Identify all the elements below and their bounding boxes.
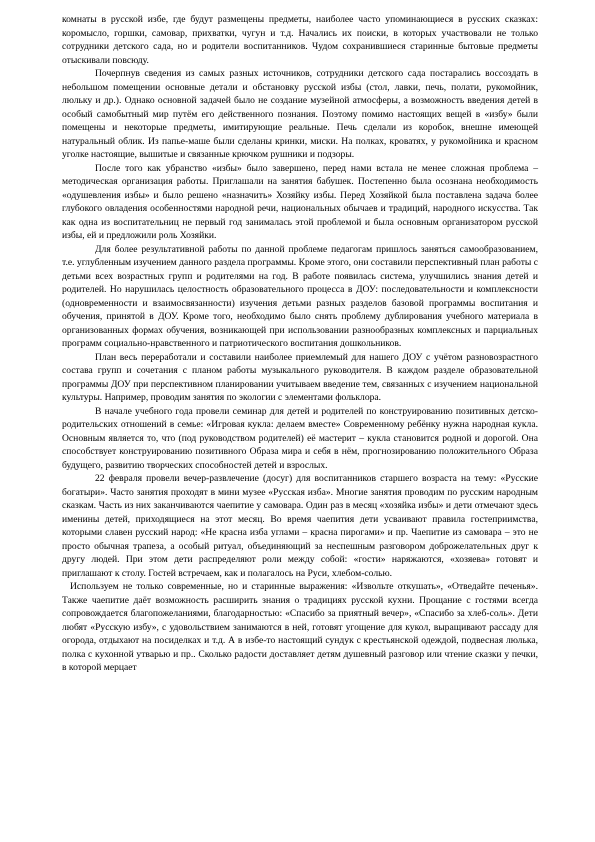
paragraph-2: Почерпнув сведения из самых разных источников, сотрудники детского сада постарались воссоздать в небольшом помещении основные детали и обстановку русской избы (стол, лавки, печь, полати, рукомойник, люльку и др.). Однако основной задачей было не создание музейной атмосферы, а возможность введения детей в особый самобытный мир путём его действенного познания. Поэтому помимо настоящих вещей в «избу» были помещены и некоторые предметы, имитирующие реальные. Печь сделали из коробок, внешне имеющей натуральный облик. Из папье-маше были сделаны кринки, миски. На полках, кроватях, у рукомойника и красном уголке настоящие, вышитые и связанные крючком рушники и подзоры. — [62, 68, 538, 160]
paragraph-5: План весь переработали и составили наиболее приемлемый для нашего ДОУ с учётом разновозрастного состава групп и сочетания с планом работы музыкального руководителя. В каждом разделе образовательной программы ДОУ при перспективном планировании учитываем введение тем, связанных с изучением национальной культуры. Например, проводим занятия по экологии с элементами фольклора. — [62, 351, 538, 403]
paragraph-3: После того как убранство «избы» было завершено, перед нами встала не менее сложная проблема – методическая организация работы. Приглашали на занятия бабушек. Постепенно была осознана необходимость «одушевления избы» и было решено «назначить» Хозяйку избы. Перед Хозяйкой была поставлена задача более глубокого овладения особенностями народной речи, национальных обычаев и традиций, народного искусства. Так как одна из воспитательниц не первый год занималась этой проблемой и была основным организатором русской избы, ей и предложили роль Хозяйки. — [62, 162, 538, 241]
paragraph-4: Для более результативной работы по данной проблеме педагогам пришлось заняться самообразованием, т.е. углубленным изучением данного раздела программы. Кроме этого, они составили перспективный план работы с детьми всех возрастных групп и родителями на год. В работе появилась система, улучшились знания детей и родителей. Но нарушилась целостность образовательного процесса в ДОУ: последовательности и комплексности (одновременности и взаимосвязанности) изучения детьми разных разделов базовой программы воспитания и обучения, принятой в ДОУ. Кроме того, необходимо было снять проблему дублирования учебного материала в организованных формах обучения, возникающей при использовании разнообразных комплексных и парциальных программ социально-нравственного и патриотического воспитания дошкольников. — [62, 243, 538, 349]
paragraph-8: Используем не только современные, но и старинные выражения: «Извольте откушать», «Отведайте печенья». Также чаепитие даёт возможность расширить знания о традициях русской кухни. Прощание с гостями всегда сопровождается благопожеланиями, благодарностью: «Спасибо за приятный вечер», «Спасибо за хлеб-соль». Дети любят «Русскую избу», с удовольствием занимаются в ней, готовят угощение для кукол, выращивают рассаду для огорода, отдыхают на посиделках и т.д. А в избе-то настоящий сундук с крестьянской одеждой, подвесная люлька, полка с кухонной утварью и пр.. Сколько радости доставляет детям душевный разговор или чтение сказки у печки, в которой мерцает — [62, 581, 538, 673]
paragraph-1: комнаты в русской избе, где будут размещены предметы, наиболее часто упоминающиеся в русских сказках: коромысло, горшки, самовар, прихватки, чугун и т.д. Начались их поиски, в которых участвовали не только сотрудники детского сада, но и родители воспитанников. Чудом сохранившиеся старинные бытовые предметы отыскивали повсюду. — [62, 14, 538, 66]
paragraph-6: В начале учебного года провели семинар для детей и родителей по конструированию позитивных детско-родительских отношений в семье: «Игровая кукла: делаем вместе» Современному ребёнку нужна народная кукла. Основным является то, что (под руководством родителей) её мастерит – кукла становится родной и дорогой. Она способствует конструированию позитивного Образа мира и себя в нём, прогнозированию положительного Образа будущего, развитию творческих способностей детей и взрослых. — [62, 405, 538, 471]
document-body — [62, 13, 538, 675]
paragraph-7: 22 февраля провели вечер-развлечение (досуг) для воспитанников старшего возраста на тему: «Русские богатыри». Часто занятия проходят в мини музее «Русская изба». Многие занятия проводим по русским народным сказкам. Часть из них заканчиваются чаепитие у самовара. Один раз в месяц «хозяйка избы» и дети отмечают здесь именины детей, приходящиеся на этот месяц. Во время чаепития дети усваивают правила гостеприимства, которыми славен русский народ: «Не красна изба углами – красна пирогами» и пр. Чаепитие из самовара – это не просто обычная трапеза, а особый ритуал, объединяющий за неспешным разговором доброжелательных друг к другу людей. При этом дети распределяют роли между собой: «гости» наряжаются, «хозяева» готовят и приглашают к столу. Гостей встречаем, как и полагалось на Руси, хлебом-солью. — [62, 473, 538, 579]
